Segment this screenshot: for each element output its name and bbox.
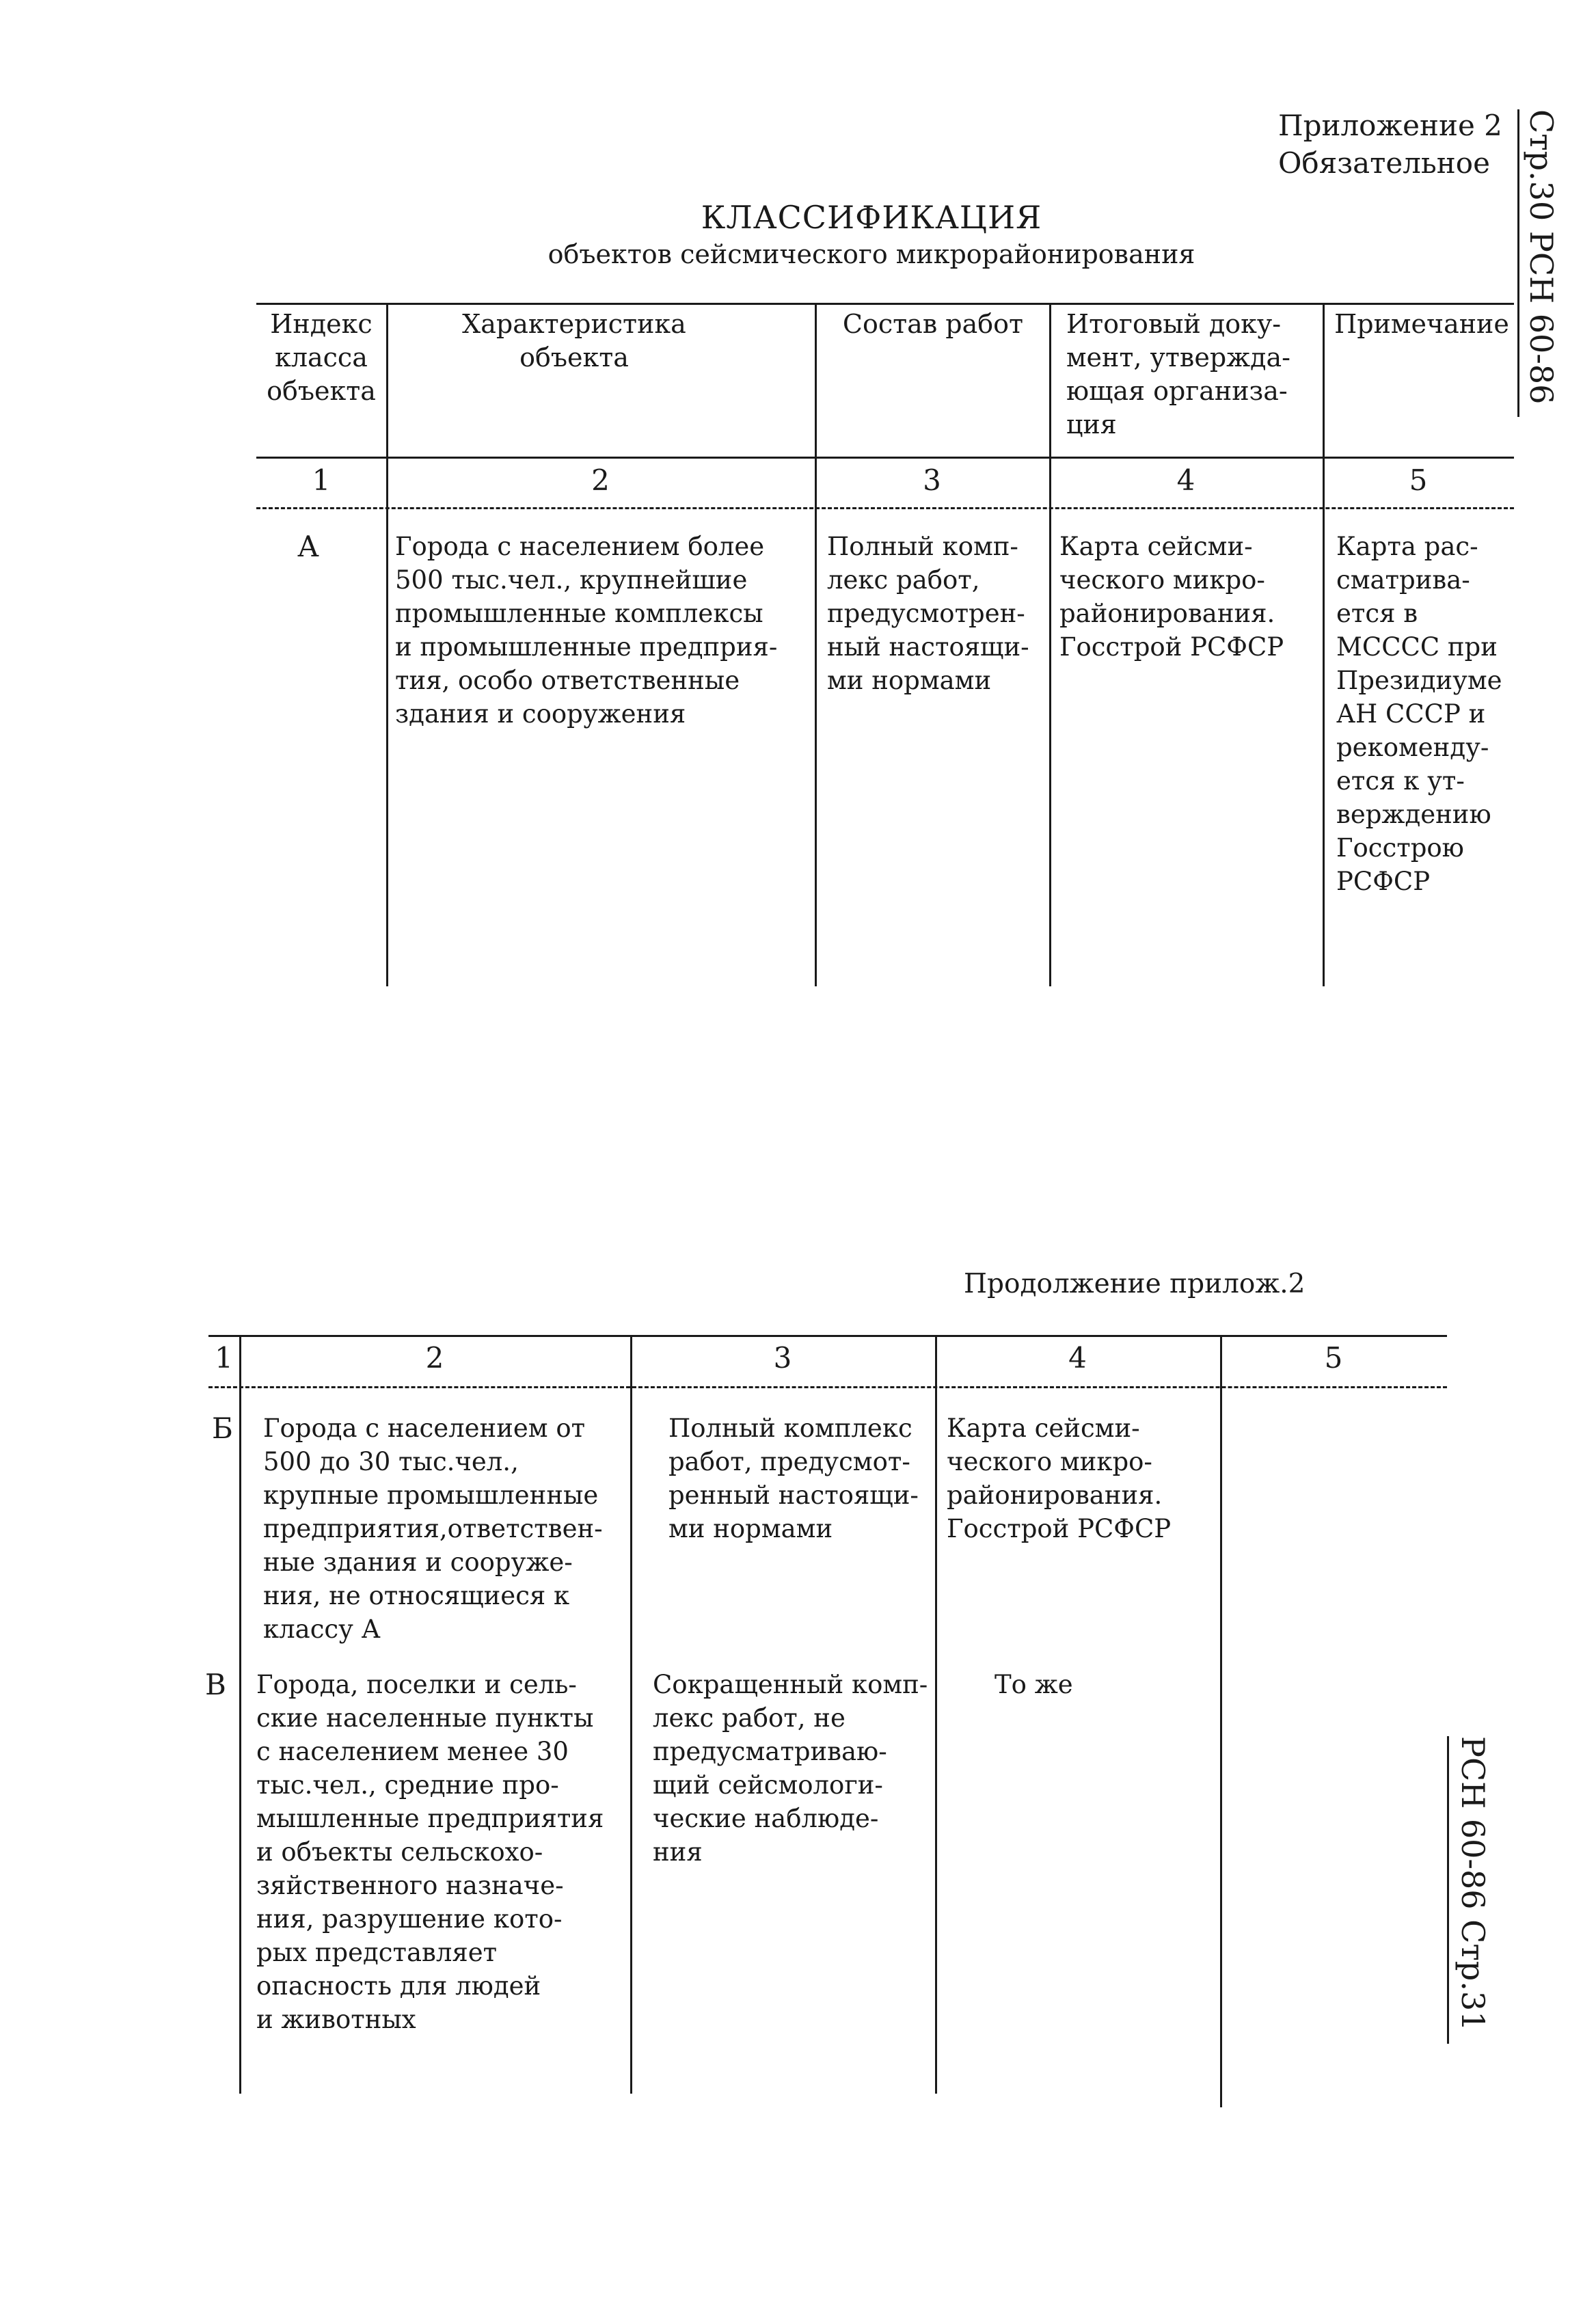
column-number-4: 4 xyxy=(1176,463,1195,497)
page-stamp-top: Стр.30 РСН 60-86 xyxy=(1523,109,1560,405)
header-work-scope: Состав работ xyxy=(842,309,1024,339)
row-b-final-document: Карта сейсми- ческого микро- районирования. Госстрой РСФСР xyxy=(947,1414,1172,1543)
page-subtitle: объектов сейсмического микрорайонирования xyxy=(547,239,1195,269)
row-v-final-document: То же xyxy=(995,1670,1073,1699)
header-final-document: Итоговый доку- мент, утвержда- ющая организа- ция xyxy=(1066,309,1290,440)
stamp-rule-top xyxy=(1517,109,1519,417)
table2-number-rule xyxy=(208,1386,1447,1388)
column-number-2: 2 xyxy=(591,463,610,497)
cont-column-number-2: 2 xyxy=(425,1341,444,1375)
appendix-label: Приложение 2 xyxy=(1278,109,1502,142)
row-a-index: А xyxy=(297,530,319,563)
row-a-final-document: Карта сейсми- ческого микро- районирования. Госстрой РСФСР xyxy=(1059,532,1284,662)
table1-number-rule xyxy=(256,507,1514,509)
cont-column-number-4: 4 xyxy=(1068,1341,1087,1375)
row-b-index: Б xyxy=(212,1411,233,1445)
cont-column-number-1: 1 xyxy=(215,1341,233,1375)
table1-col-divider-3 xyxy=(1049,303,1051,986)
table2-col-divider-1 xyxy=(239,1335,241,2094)
header-note: Примечание xyxy=(1334,309,1509,339)
row-a-work-scope: Полный комп- лекс работ, предусмотрен- ный настоящи- ми нормами xyxy=(827,532,1029,695)
page-title: КЛАССИФИКАЦИЯ xyxy=(701,199,1042,236)
row-b-work-scope: Полный комплекс работ, предусмот- ренный настоящи- ми нормами xyxy=(668,1414,919,1543)
table2-top-rule xyxy=(208,1335,1447,1337)
row-v-work-scope: Сокращенный комп- лекс работ, не предусматриваю- щий сейсмологи- ческие наблюде- ния xyxy=(653,1670,928,1867)
table1-header-rule xyxy=(256,457,1514,459)
table2-col-divider-3 xyxy=(935,1335,937,2094)
stamp-rule-bottom xyxy=(1447,1736,1449,2044)
header-class-index: Индекс класса объекта xyxy=(267,309,376,406)
row-b-characteristic: Города с населением от 500 до 30 тыс.чел., крупные промышленные предприятия,ответствен- ные здания и сооруже- ния, не относящиеся к классу А xyxy=(263,1414,603,1644)
column-number-3: 3 xyxy=(923,463,941,497)
table2-col-divider-4 xyxy=(1220,1335,1222,2107)
continuation-label: Продолжение прилож.2 xyxy=(964,1269,1306,1299)
table1-col-divider-2 xyxy=(815,303,817,986)
row-a-characteristic: Города с населением более 500 тыс.чел., крупнейшие промышленные комплексы и промышленные предприя- тия, особо ответственные здания и сооружения xyxy=(395,532,778,729)
cont-column-number-5: 5 xyxy=(1324,1341,1343,1375)
table1-top-rule xyxy=(256,303,1514,305)
row-v-characteristic: Города, поселки и сель- ские населенные пункты с населением менее 30 тыс.чел., средние про- мышленные предприятия и объекты сельскохо- зяйственного назначе- ния, разрушение кото- рых представляет опасность для людей и животных xyxy=(256,1670,604,2034)
table2-col-divider-2 xyxy=(630,1335,632,2094)
row-a-note: Карта рас- сматрива- ется в МСССС при Президиуме АН СССР и рекоменду- ется к ут- верждению Госстрою РСФСР xyxy=(1336,532,1502,896)
row-v-index: В xyxy=(205,1668,226,1701)
column-number-1: 1 xyxy=(312,463,331,497)
cont-column-number-3: 3 xyxy=(773,1341,792,1375)
table1-col-divider-4 xyxy=(1323,303,1325,986)
table1-col-divider-1 xyxy=(386,303,388,986)
page-stamp-bottom: РСН 60-86 Стр.31 xyxy=(1455,1736,1491,2031)
column-number-5: 5 xyxy=(1409,463,1428,497)
header-characteristic: Характеристика объекта xyxy=(462,309,686,373)
mandatory-label: Обязательное xyxy=(1278,146,1490,180)
